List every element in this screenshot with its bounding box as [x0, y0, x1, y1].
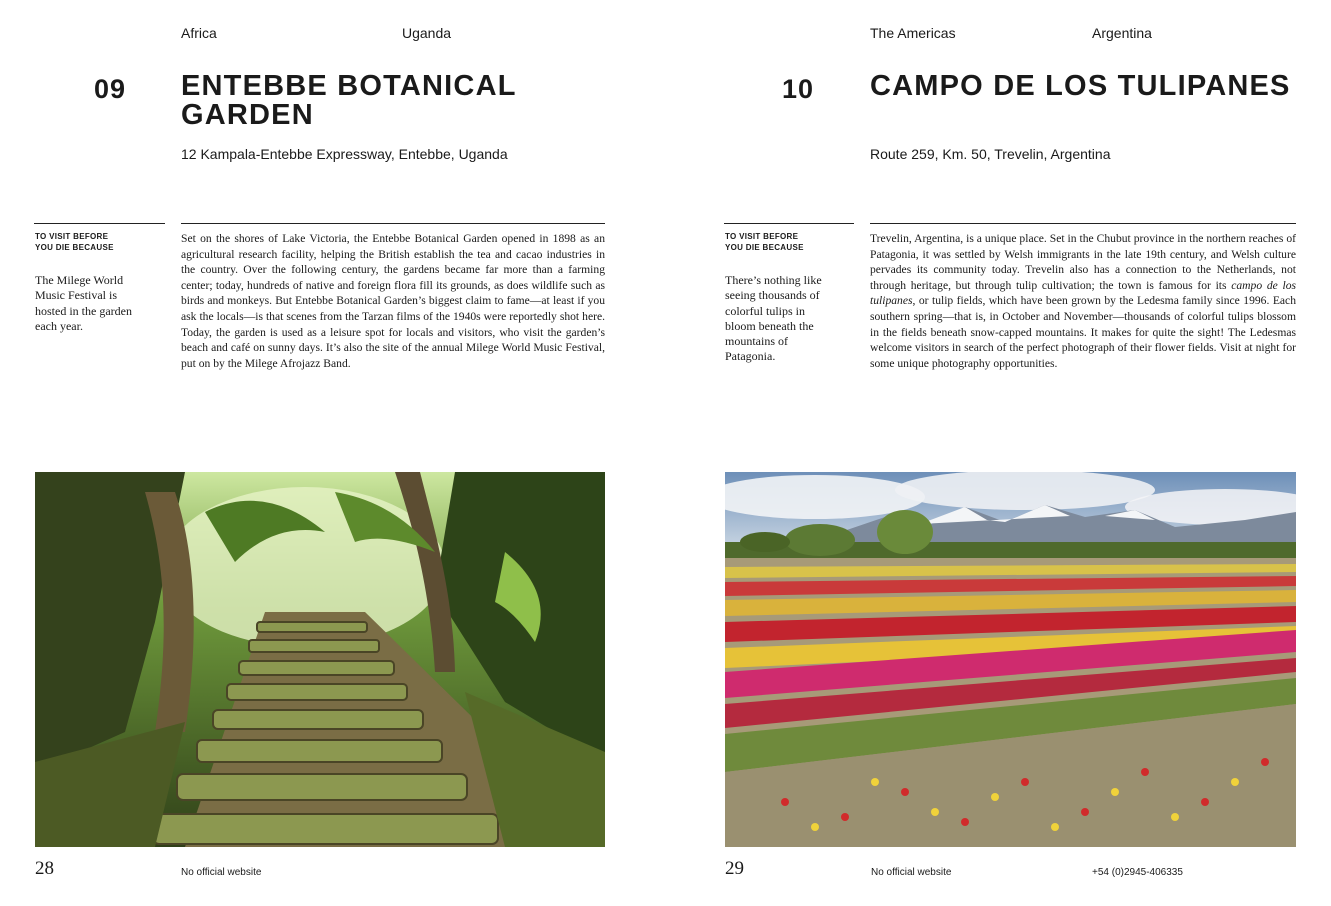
to-visit-text: There’s nothing like seeing thousands of colorful tulips in bloom beneath the mountains of Patagonia.	[725, 273, 822, 364]
entry-address: Route 259, Km. 50, Trevelin, Argentina	[870, 146, 1111, 162]
body-text	[870, 231, 1296, 371]
entry-title: CAMPO DE LOS TULIPANES	[870, 70, 1291, 102]
body-text-part1: Trevelin, Argentina, is a unique place. Set in the Chubut province in the northern reaches of Patagonia, it was settled by Welsh immigrants in the late 19th century, and Welsh culture pervades its community today. Trevelin also has a connection to the Netherlands, not through heritage, but through tulip cultivation; the town is famous for its	[870, 232, 1296, 292]
page-number: 28	[35, 858, 54, 879]
entry-number: 10	[782, 74, 815, 104]
page-number: 29	[725, 858, 744, 879]
body-text-italic: campo de los tulipanes	[870, 278, 1296, 308]
sidebar-rule	[724, 223, 854, 224]
garden-stairs-photo	[35, 472, 605, 847]
entry-number: 09	[94, 74, 127, 104]
body-rule	[870, 223, 1296, 224]
entry-address: 12 Kampala-Entebbe Expressway, Entebbe, Uganda	[181, 146, 508, 162]
to-visit-text: The Milege World Music Festival is hosted in the garden each year.	[35, 273, 132, 333]
region-label: The Americas	[870, 25, 956, 41]
website-note: No official website	[871, 867, 952, 878]
country-label: Uganda	[402, 25, 452, 41]
body-rule	[181, 223, 605, 224]
country-label: Argentina	[1092, 25, 1152, 41]
website-note: No official website	[181, 867, 262, 878]
region-label: Africa	[181, 25, 217, 41]
to-visit-label: TO VISIT BEFORE YOU DIE BECAUSE	[725, 232, 804, 252]
body-text-part2: , or tulip fields, which have been grown by the Ledesma family since 1996. Each southern spring—that is, in October and November—thousands of colorful tulips blossom in the fields beneath snow-capped mountains. It makes for quite the sight! The Ledesmas welcome visitors in search of the perfect photograph of their flower fields. Visit at night for some unique photography opportunities.	[870, 294, 1296, 370]
right-page	[666, 0, 1331, 906]
phone-number: +54 (0)2945-406335	[1092, 867, 1183, 878]
entry-title: ENTEBBE BOTANICAL GARDEN	[181, 70, 517, 131]
left-page	[0, 0, 665, 906]
tulip-field-photo	[725, 472, 1296, 847]
to-visit-label: TO VISIT BEFORE YOU DIE BECAUSE	[35, 232, 114, 252]
body-text: Set on the shores of Lake Victoria, the Entebbe Botanical Garden opened in 1898 as an agricultural research facility, helping the British establish the tea and cacao industries in the country. Over the following century, the gardens became far more than a farming center; today, hundreds of native and foreign flora fill its grounds, as does wildlife such as birds and monkeys. But Entebbe Botanical Garden’s biggest claim to fame—at least if you ask the locals—is that scenes from the Tarzan films of the 1940s were reportedly shot here. Today, the garden is used as a leisure spot for locals and visitors, who visit the garden’s beach and café on sunny days. It’s also the site of the annual Milege World Music Festival, put on by the Milege Afrojazz Band.	[181, 232, 605, 370]
sidebar-rule	[34, 223, 165, 224]
